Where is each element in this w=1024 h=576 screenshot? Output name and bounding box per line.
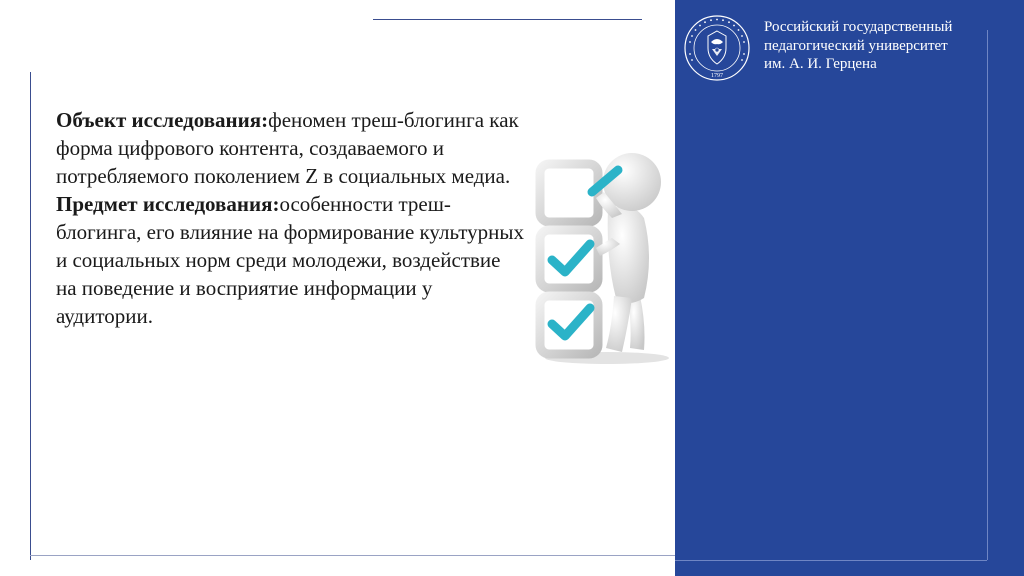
university-name-line-1: Российский государственный [764, 19, 953, 35]
university-name-line-3: им. А. И. Герцена [764, 56, 877, 72]
object-paragraph [56, 106, 526, 190]
emblem-year: 1797 [711, 73, 723, 79]
university-name-line-2: педагогический университет [764, 37, 948, 54]
subject-paragraph [56, 190, 526, 330]
university-name [764, 18, 994, 74]
subject-text: особенности треш-блогинга, его влияние на формирование культурных и социальных норм среди молодежи, воздействие на поведение и восприятие информации у аудитории. [56, 192, 525, 328]
panel-frame-bottom-line [675, 560, 987, 561]
object-label: Объект исследования: [56, 108, 269, 132]
brand-panel [675, 0, 1024, 576]
figure-with-checkboxes-icon [532, 148, 672, 368]
object-text: феномен треш-блогинга как форма цифрового контента, создаваемого и потребляемого поколением Z в социальных медиа. [56, 108, 519, 188]
university-emblem-icon [683, 14, 751, 82]
top-divider [373, 19, 642, 20]
bottom-border-line [30, 555, 675, 556]
left-border-line [30, 72, 31, 560]
panel-frame-line [987, 30, 988, 560]
research-description [56, 106, 526, 330]
subject-label: Предмет исследования: [56, 192, 280, 216]
